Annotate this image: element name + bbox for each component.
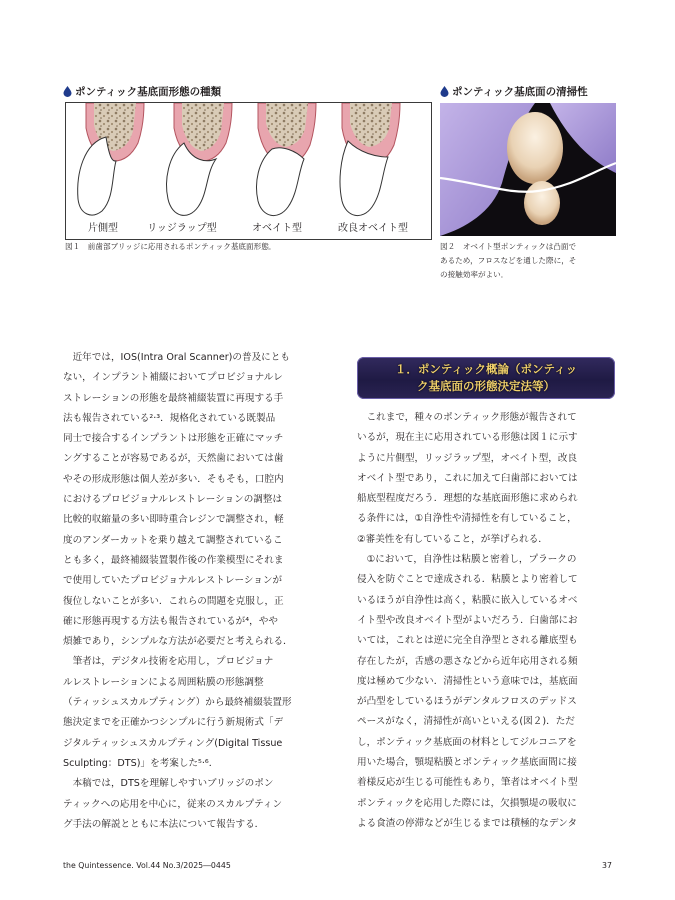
figure2-caption-line: あるため，フロスなどを通した際に，そ (440, 256, 577, 265)
text-line: 筆者は，デジタル技術を応用し，プロビジョナ (72, 656, 274, 668)
ridge-3 (257, 103, 316, 216)
label-ridge-lap: リッジラップ型 (147, 223, 217, 234)
section-title-line: １．ポンティック概論（ポンティッ (394, 362, 578, 376)
text-line: イト型や改良オベイト型がよいだろう．臼歯部にお (357, 614, 578, 626)
text-line: 存在したが，舌感の悪さなどから近年応用される頻 (357, 655, 578, 667)
text-line: 度は極めて少ない．清掃性という意味では，基底面 (357, 675, 578, 687)
paragraph (63, 774, 323, 835)
text-line: 本稿では，DTSを理解しやすいブリッジのポン (72, 778, 274, 790)
text-line: におけるプロビジョナルレストレーションの調整は (63, 494, 283, 506)
text-line: いるが，現在主に応用されている形態は図１に示す (357, 432, 578, 444)
text-line: が凸型をしているほうがデンタルフロスのデッドス (357, 696, 577, 708)
text-line: で使用していたプロビジョナルレストレーションが (63, 575, 283, 587)
label-one-sided: 片側型 (88, 223, 118, 234)
ridge-2 (167, 103, 232, 215)
text-line: ペースがなく，清掃性が高いといえる(図２)．ただ (357, 716, 575, 728)
text-line: ①において，自浄性は粘膜と密着し，プラークの (366, 554, 577, 566)
paragraph (63, 652, 323, 774)
text-line: ルレストレーションによる周囲粘膜の形態調整 (63, 676, 264, 688)
text-line: とも多く，最終補綴装置製作後の作業模型にそれま (63, 554, 284, 566)
figure2-caption-line: 図２ オベイト型ポンティックは凸面で (440, 242, 577, 251)
text-line: 船底型程度だろう．理想的な基底面形態に求められ (357, 493, 578, 505)
ridge-4 (340, 103, 400, 216)
section-title (395, 361, 577, 395)
text-line: 煩雑であり，シンプルな方法が必要だと考えられる． (63, 636, 293, 648)
text-line: これまで，種々のポンティック形態が報告されて (366, 412, 577, 423)
blue-drop-icon (440, 86, 449, 97)
figure1-heading (63, 84, 221, 99)
left-column (63, 348, 323, 835)
section-title-line: ク基底面の形態決定法等） (416, 379, 555, 393)
text-line: ように片側型，リッジラップ型，オベイト型，改良 (357, 452, 578, 464)
figure2-photo (440, 103, 616, 236)
text-line: グ手法の解説とともに本法について報告する． (63, 818, 265, 830)
ridge-1 (78, 103, 144, 215)
floss-pontic-photo (440, 103, 616, 236)
text-line: 確に形態再現する方法も報告されているが⁴，やや (63, 615, 278, 627)
text-line: いるほうが自浄性は高く，粘膜に嵌入しているオベ (357, 594, 578, 606)
figure2-caption (440, 240, 576, 282)
paragraph (63, 348, 323, 652)
text-line: 侵入を防ぐことで達成される．粘膜とより密着して (357, 574, 578, 586)
page-number: 37 (602, 861, 612, 870)
section-heading-banner (357, 357, 615, 399)
text-line: ポンティックを応用した際には，欠損顎堤の吸収に (357, 797, 577, 809)
text-line: 法も報告されている²·³．規格化されている既製品 (63, 412, 276, 424)
text-line: 度のアンダーカットを乗り越えて調整されているこ (63, 534, 283, 546)
text-line: 同士で接合するインプラントは形態を正確にマッチ (63, 433, 284, 445)
text-line: 態決定までを正確かつシンプルに行う新規術式「デ (63, 717, 284, 729)
text-line: 比較的収縮量の多い即時重合レジンで調整され，軽 (63, 514, 284, 526)
figure1-title: ポンティック基底面形態の種類 (75, 86, 222, 98)
label-modified-ovate: 改良オベイト型 (338, 223, 408, 234)
text-line: いては，これとは逆に完全自浄型とされる離底型も (357, 635, 578, 647)
text-line: ない，インプラント補綴においてプロビジョナルレ (63, 372, 283, 384)
journal-footer: the Quintessence. Vol.44 No.3/2025―0445 (63, 861, 231, 870)
blue-drop-icon (63, 86, 72, 97)
label-ovate: オベイト型 (252, 223, 302, 234)
text-line: Sculpting：DTS)」を考案した⁵·⁶． (63, 757, 219, 769)
text-line: ングすることが容易であるが，天然歯においては歯 (63, 453, 284, 465)
text-line: よる食渣の停滞などが生じるまでは積極的なデンタ (357, 817, 578, 829)
text-line: る条件には，①自浄性や清掃性を有していること， (357, 513, 577, 525)
right-column (357, 408, 615, 834)
text-line: ジタルティッシュスカルプティング(Digital Tissue (63, 737, 283, 749)
text-line: ②審美性を有していること，が挙げられる． (357, 533, 548, 545)
paragraph (357, 550, 615, 834)
text-line: ストレーションの形態を最終補綴装置に再現する手 (63, 392, 284, 404)
text-line: オベイト型であり，これに加えて臼歯部においては (357, 472, 578, 484)
text-line: やその形成形態は個人差が多い．そもそも，口腔内 (63, 473, 284, 485)
text-line: 近年では，IOS(Intra Oral Scanner)の普及にとも (72, 352, 290, 363)
text-line: 復位しないことが多い．これらの問題を克服し，正 (63, 595, 284, 607)
figure1-caption: 図１ 前歯部ブリッジに応用されるポンティック基底面形態． (65, 242, 277, 251)
text-line: （ティッシュスカルプティング）から最終補綴装置形 (63, 697, 292, 709)
paragraph (357, 408, 615, 550)
text-line: 用いた場合，顎堤粘膜とポンティック基底面間に接 (357, 757, 577, 769)
figure2-title: ポンティック基底面の清掃性 (452, 86, 588, 98)
text-line: 着様反応が生じる可能性もあり，筆者はオベイト型 (357, 777, 578, 789)
text-line: し，ポンティック基底面の材料としてジルコニアを (357, 736, 577, 748)
text-line: ティックへの応用を中心に，従来のスカルプティン (63, 798, 283, 810)
figure2-caption-line: の接触効率がよい． (440, 270, 509, 279)
figure2-heading (440, 84, 588, 99)
